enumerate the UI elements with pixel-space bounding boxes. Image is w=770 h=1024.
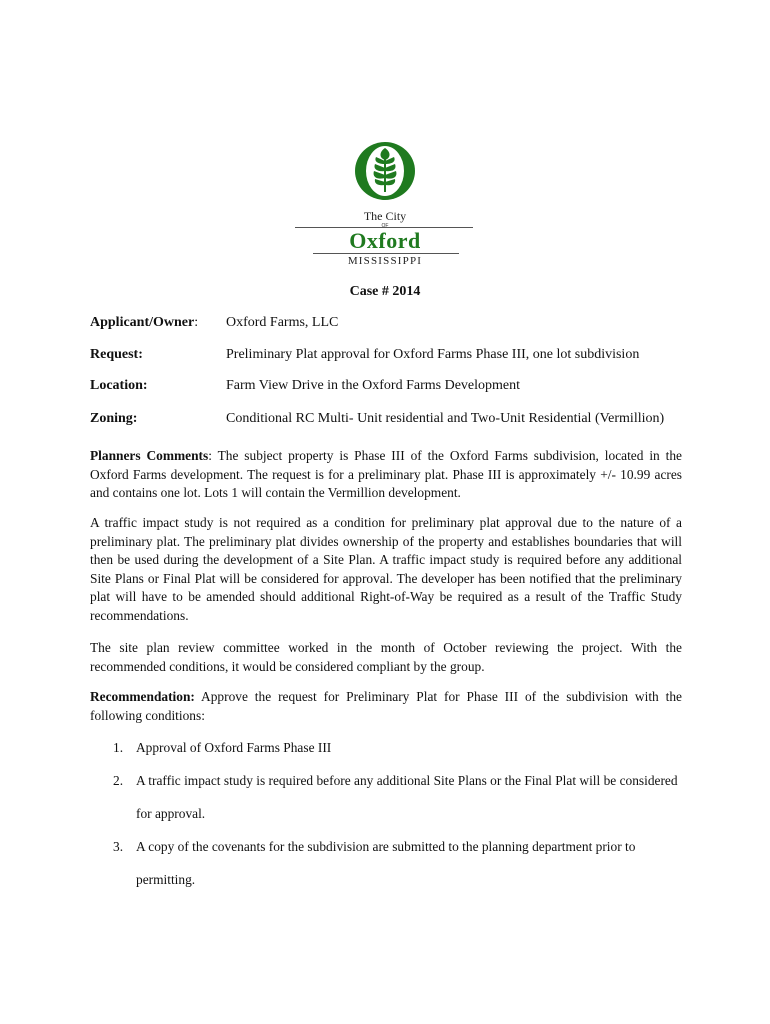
logo-city-text: The City	[363, 209, 407, 223]
list-item-text: Approval of Oxford Farms Phase III	[136, 740, 332, 755]
leaf-emblem-icon	[345, 140, 425, 204]
list-item	[90, 830, 682, 896]
recommendation-label: Recommendation:	[90, 689, 195, 704]
committee-paragraph: The site plan review committee worked in the month of October reviewing the project. With the recommended conditions, it would be considered compliant by the group.	[90, 640, 682, 674]
traffic-paragraph: A traffic impact study is not required as a condition for preliminary plat approval due to the nature of a preliminary plat. The preliminary plat divides ownership of the property and establishes boundaries that will then be used during the development of a Site Plan. A traffic impact study is required before any additional Site Plans or Final Plat will be considered for approval. The developer has been notified that the preliminary plat will have to be amended should additional Right-of-Way be required as a result of the Traffic Study recommendations.	[90, 515, 682, 623]
list-item	[90, 764, 682, 830]
applicant-label: Applicant/Owner:	[90, 315, 199, 330]
logo-divider	[313, 253, 459, 254]
logo-of-text: OF	[381, 223, 389, 229]
zoning-label: Zoning:	[90, 411, 138, 426]
list-item-text: A traffic impact study is required before any additional Site Plans or the Final Plat will be considered for approval.	[136, 773, 678, 821]
planners-comments	[90, 447, 682, 503]
recommendation	[90, 688, 682, 725]
list-item-text: A copy of the covenants for the subdivision are submitted to the planning department prior to permitting.	[136, 839, 636, 887]
zoning-value: Conditional RC Multi- Unit residential and Two-Unit Residential (Vermillion)	[226, 411, 665, 426]
list-item-number: 3.	[113, 839, 124, 854]
logo-name: Oxford	[349, 228, 421, 253]
list-item-number: 1.	[113, 740, 124, 755]
request-value: Preliminary Plat approval for Oxford Farms Phase III, one lot subdivision	[226, 347, 640, 362]
logo-state: MISSISSIPPI	[347, 255, 423, 267]
conditions-list	[90, 731, 682, 896]
list-item	[90, 731, 682, 764]
location-label: Location:	[90, 378, 148, 393]
applicant-value: Oxford Farms, LLC	[226, 315, 339, 330]
planners-comments-text: : The subject property is Phase III of the Oxford Farms subdivision, located in the Oxford Farms development. The request is for a preliminary plat. Phase III is approximately +/- 10.99 acres and contains one lot. Lots 1 will contain the Vermillion development.	[90, 448, 682, 500]
planners-comments-label: Planners Comments	[90, 448, 209, 463]
location-value: Farm View Drive in the Oxford Farms Development	[226, 378, 521, 393]
recommendation-text: Approve the request for Preliminary Plat for Phase III of the subdivision with the following conditions:	[90, 689, 682, 723]
list-item-number: 2.	[113, 773, 124, 788]
request-label: Request:	[90, 347, 143, 362]
case-title: Case # 2014	[349, 284, 421, 299]
city-logo	[295, 140, 475, 270]
